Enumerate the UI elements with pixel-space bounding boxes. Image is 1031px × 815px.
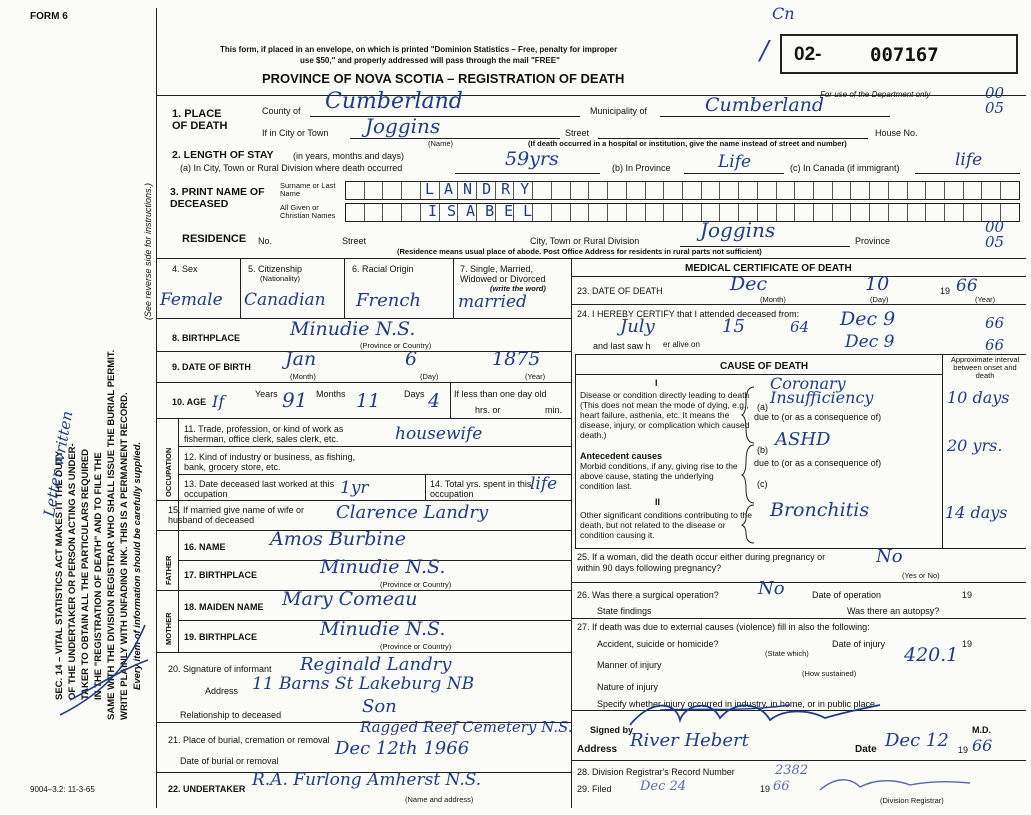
signed-by-label: Signed by <box>590 725 634 735</box>
father-name-value: Amos Burbine <box>270 528 406 550</box>
given-names-label: All Given or Christian Names <box>280 203 336 220</box>
age-years: 91 <box>282 388 308 412</box>
signed-year: 66 <box>972 736 993 755</box>
relationship-label: Relationship to deceased <box>180 710 282 720</box>
antecedent-label: Antecedent causes <box>580 451 663 461</box>
print-code: 9004–3.2: 11-3-65 <box>30 785 95 794</box>
side-column-line <box>178 418 179 652</box>
informant-address: 11 Barns St Lakeburg NB <box>252 674 475 694</box>
stay-c-label: (c) In Canada (if immigrant) <box>790 163 900 173</box>
spouse-value: Clarence Landry <box>336 502 489 523</box>
burial-date-value: Dec 12th 1966 <box>335 738 470 759</box>
county-line <box>310 116 580 117</box>
informant-address-label: Address <box>205 686 239 696</box>
residence-city-label: City, Town or Rural Division <box>530 236 640 246</box>
residence-street-label: Street <box>342 236 367 246</box>
surname-value: LANDRY <box>425 180 540 198</box>
last-saw-suffix: er alive on <box>663 340 700 349</box>
left-margin-line <box>156 8 157 808</box>
signed-date: Dec 12 <box>885 730 949 751</box>
birthplace-hint: (Province or Country) <box>360 341 432 350</box>
stay-c-value: life <box>955 150 983 170</box>
registration-number: 007167 <box>870 44 939 66</box>
municipality-value: Cumberland <box>705 94 825 116</box>
pregnancy-label: 25. If a woman, did the death occur either during pregnancy or within 90 days following pregnancy? <box>577 552 826 573</box>
mother-name-label: 18. MAIDEN NAME <box>184 602 264 612</box>
signed-address: River Hebert <box>630 730 749 751</box>
hrs-label: hrs. or <box>475 405 501 415</box>
registrar-signature <box>815 775 975 795</box>
stay-a-value: 59yrs <box>505 148 559 170</box>
department-codes: 00 05 <box>985 84 1005 117</box>
length-of-stay-label: 2. LENGTH OF STAY <box>172 149 274 161</box>
operation-date-label: Date of operation <box>812 590 882 600</box>
surgery-label: 26. Was there a surgical operation? <box>577 590 719 600</box>
age-prefix: If <box>212 392 225 411</box>
birthplace-value: Minudie N.S. <box>290 318 416 340</box>
filed-year: 66 <box>773 779 790 794</box>
signed-address-label: Address <box>577 744 618 755</box>
age-label: 10. AGE <box>172 397 207 407</box>
occupation-side-label: OCCUPATION <box>164 447 173 497</box>
attended-from-day: 15 <box>722 316 745 337</box>
col-line <box>453 258 454 318</box>
record-number: 2382 <box>775 763 809 778</box>
residence-note: (Residence means usual place of abode. Post Office Address for residents in rural parts not sufficient) <box>397 247 762 256</box>
citizenship-label: 5. Citizenship <box>248 264 303 274</box>
yes-no-hint: (Yes or No) <box>902 571 940 580</box>
stay-c-line <box>915 173 1020 174</box>
years-label: Years <box>255 389 278 399</box>
citizenship-value: Canadian <box>244 290 326 310</box>
nature-label: Nature of injury <box>597 682 659 692</box>
mail-notice-2: use $50," and properly addressed will pass through the mail "FREE" <box>300 56 560 65</box>
mother-birthplace-value: Minudie N.S. <box>320 618 446 640</box>
dob-day-hint: (Day) <box>420 372 439 381</box>
cause-a-value: Coronary Insufficiency <box>770 374 874 407</box>
street-label: Street <box>565 128 590 138</box>
dob-label: 9. DATE OF BIRTH <box>172 362 251 372</box>
days-label: Days <box>404 389 425 399</box>
col-line <box>425 474 426 500</box>
citizenship-hint: (Nationality) <box>260 274 301 283</box>
dod-day: 10 <box>865 273 890 295</box>
undertaker-value: R.A. Furlong Amherst N.S. <box>252 770 482 790</box>
mother-side-label: MOTHER <box>164 612 173 645</box>
father-side-label: FATHER <box>164 555 173 585</box>
side-instruction-2: OF THE UNDERTAKER OR PERSON ACTING AS UNDER- <box>67 443 78 700</box>
filed-date: Dec 24 <box>640 779 687 794</box>
row-line <box>178 446 571 447</box>
county-label: County of <box>262 106 301 116</box>
sex-label: 4. Sex <box>172 264 198 274</box>
side-instruction-7: Every item of information should be carefully supplied. <box>132 441 143 690</box>
last-saw-year: 66 <box>985 336 1005 354</box>
burial-place-label: 21. Place of burial, cremation or removal <box>168 735 330 745</box>
registration-number-box <box>780 34 1018 74</box>
record-number-label: 28. Division Registrar's Record Number <box>577 767 735 777</box>
months-label: Months <box>316 389 346 399</box>
cause-braces <box>740 385 760 545</box>
age-months: 11 <box>356 390 381 412</box>
less-day-label: If less than one day old <box>454 389 547 399</box>
attended-from-month: July <box>620 316 655 337</box>
marital-value: married <box>458 292 527 312</box>
stay-b-label: (b) In Province <box>612 163 671 173</box>
department-note: For use of the Department only <box>820 90 931 99</box>
a-tag: (a) <box>757 402 768 412</box>
operation-year-prefix: 19 <box>962 590 973 600</box>
surgery-value: No <box>758 578 785 599</box>
residence-city-value: Joggins <box>700 218 776 242</box>
cause-left-line <box>575 354 576 548</box>
divider <box>571 304 1026 305</box>
divider <box>575 374 942 375</box>
divider <box>571 582 1026 583</box>
direct-cause-label: Disease or condition directly leading to death (This does not mean the mode of dying, e.g., heart failure, asthenia, etc. It means the disease, injury, or complication which caused death.) <box>580 390 750 440</box>
side-instruction-3: TAKER TO OBTAIN ALL THE PARTICULARS REQUIRED <box>80 448 91 700</box>
interval-other: 14 days <box>945 503 1008 522</box>
hospital-note: (If death occurred in a hospital or institution, give the name instead of street and number) <box>528 139 847 148</box>
total-years-label: 14. Total yrs. spent in this occupation <box>430 479 532 499</box>
accident-label: Accident, suicide or homicide? <box>597 639 719 649</box>
last-saw-date: Dec 9 <box>845 332 895 352</box>
coding-value: 420.1 <box>904 644 959 666</box>
autopsy-label: Was there an autopsy? <box>847 606 940 616</box>
md-label: M.D. <box>972 725 991 735</box>
last-saw-label: and last saw h <box>593 341 651 351</box>
stay-a-line <box>455 173 600 174</box>
mother-birthplace-label: 19. BIRTHPLACE <box>184 632 258 642</box>
side-instruction-1: SEC. 14 – VITAL STATISTICS ACT MAKES IT THE DUTY <box>54 450 65 700</box>
age-days: 4 <box>428 390 441 412</box>
slash-mark: / <box>760 36 769 66</box>
undertaker-hint: (Name and address) <box>405 795 474 804</box>
due-to-label-b: due to (or as a consequence of) <box>754 458 882 468</box>
interval-b: 20 yrs. <box>947 436 1003 455</box>
birthplace-label: 8. BIRTHPLACE <box>172 333 241 343</box>
cause-interval-line <box>942 354 943 548</box>
residence-no-label: No. <box>258 236 273 246</box>
specify-label: Specify whether injury occurred in industry, in home, or in public place <box>597 699 875 709</box>
side-instruction-8: (See reverse side for instructions.) <box>143 182 153 320</box>
interval-a: 10 days <box>947 388 1010 407</box>
trade-value: housewife <box>395 424 483 444</box>
municipality-label: Municipality of <box>590 106 648 116</box>
undertaker-label: 22. UNDERTAKER <box>168 784 246 794</box>
dod-month-hint: (Month) <box>760 295 786 304</box>
filed-year-prefix: 19 <box>760 784 771 794</box>
father-birthplace-value: Minudie N.S. <box>320 556 446 578</box>
dob-month-hint: (Month) <box>290 372 316 381</box>
city-value: Joggins <box>365 114 441 138</box>
house-label: House No. <box>875 128 918 138</box>
pregnancy-value: No <box>876 546 903 567</box>
father-name-label: 16. NAME <box>184 542 226 552</box>
father-birthplace-hint: (Province or Country) <box>380 580 452 589</box>
col-line <box>240 258 241 318</box>
injury-year-prefix: 19 <box>962 639 973 649</box>
dod-day-hint: (Day) <box>870 295 889 304</box>
spouse-label: 15. If married give name of wife or husband of deceased <box>168 505 305 525</box>
manner-label: Manner of injury <box>597 660 662 670</box>
filed-label: 29. Filed <box>577 784 612 794</box>
total-years-value: life <box>530 474 558 494</box>
row-line <box>156 418 571 419</box>
marital-label: 7. Single, Married, Widowed or Divorced <box>460 264 546 284</box>
municipality-line <box>660 116 890 117</box>
dob-year-hint: (Year) <box>525 372 546 381</box>
dod-year-hint: (Year) <box>975 295 996 304</box>
city-name-hint: (Name) <box>428 139 454 148</box>
other-conditions-label: Other significant conditions contributing to the death, but not related to the disease or condition causing it. <box>580 510 752 540</box>
row-line <box>156 500 571 501</box>
col-line <box>450 382 451 418</box>
attended-to: Dec 9 <box>840 308 896 330</box>
c-tag: (c) <box>757 479 768 489</box>
industry-label: 12. Kind of industry or business, as fishing, bank, grocery store, etc. <box>184 452 356 472</box>
part-two-label: II <box>655 497 661 507</box>
form-title: PROVINCE OF NOVA SCOTIA – REGISTRATION OF DEATH <box>262 71 625 86</box>
stay-b-line <box>684 173 784 174</box>
dob-day: 6 <box>405 348 418 370</box>
divider <box>575 548 1026 549</box>
row-line <box>156 382 571 383</box>
min-label: min. <box>545 405 563 415</box>
surname-label: Surname or Last Name <box>280 181 336 198</box>
how-sustained-hint: (How sustained) <box>802 669 857 678</box>
findings-label: State findings <box>597 606 652 616</box>
stay-a-label: (a) In City, Town or Rural Division where death occurred <box>180 163 403 173</box>
signed-year-prefix: 19 <box>958 745 969 755</box>
col-line <box>344 258 345 318</box>
signed-date-label: Date <box>855 744 877 755</box>
last-worked-label: 13. Date deceased last worked at this occupation <box>184 479 335 499</box>
registrar-hint: (Division Registrar) <box>880 796 944 805</box>
due-to-label-a: due to (or as a consequence of) <box>754 412 882 422</box>
father-birthplace-label: 17. BIRTHPLACE <box>184 570 258 580</box>
sex-value: Female <box>160 290 223 310</box>
informant-signature: Reginald Landry <box>300 654 452 675</box>
mother-name-value: Mary Comeau <box>282 588 418 610</box>
medical-cert-title: MEDICAL CERTIFICATE OF DEATH <box>685 263 852 274</box>
mother-birthplace-hint: (Province or Country) <box>380 642 452 651</box>
burial-date-label: Date of burial or removal <box>180 756 279 766</box>
dob-year: 1875 <box>492 348 541 370</box>
external-causes-label: 27. If death was due to external causes (violence) fill in also the following: <box>577 622 870 632</box>
certify-label: 24. I HEREBY CERTIFY that I attended deceased from: <box>577 309 800 319</box>
given-names-value: ISABEL <box>428 202 543 220</box>
city-label: If in City or Town <box>262 128 329 138</box>
county-value: Cumberland <box>325 89 463 114</box>
state-which-hint: (State which) <box>765 649 809 658</box>
antecedent-desc: Morbid conditions, if any, giving rise to the above cause, stating the underlying condition last. <box>580 461 738 491</box>
burial-place-value: Ragged Reef Cemetery N.S. <box>360 718 573 736</box>
part-one-label: I <box>655 378 658 388</box>
print-name-label: 3. PRINT NAME OF DECEASED <box>170 186 265 210</box>
racial-origin-label: 6. Racial Origin <box>352 264 414 274</box>
form-number: FORM 6 <box>30 11 68 22</box>
relationship-value: Son <box>362 696 397 717</box>
marital-hint: (write the word) <box>490 284 546 293</box>
row-line <box>156 652 571 653</box>
residence-province-label: Province <box>855 236 891 246</box>
length-of-stay-hint: (in years, months and days) <box>293 151 405 161</box>
mail-notice: This form, if placed in an envelope, on which is printed "Dominion Statistics – Free, penalty for improper <box>220 45 618 54</box>
divider <box>571 618 1026 619</box>
last-worked-value: 1yr <box>340 478 369 498</box>
date-of-death-label: 23. DATE OF DEATH <box>577 286 663 296</box>
residence-code: 00 05 <box>985 218 1005 251</box>
racial-origin-value: French <box>356 290 422 311</box>
side-instruction-6: WRITE PLAINLY WITH UNFADING INK. THIS IS A PERMANENT RECORD. <box>119 392 130 720</box>
dod-year-prefix: 19 <box>940 286 951 296</box>
divider <box>156 258 1026 259</box>
corner-mark: Cn <box>772 4 795 23</box>
side-instruction-5: SAME WITH THE DIVISION REGISTRAR WHO SHALL ISSUE THE BURIAL PERMIT. <box>106 349 117 720</box>
other-conditions-value: Bronchitis <box>770 499 870 521</box>
side-handwriting: Letter written <box>40 409 77 519</box>
dob-month: Jan <box>285 348 317 370</box>
trade-label: 11. Trade, profession, or kind of work as fisherman, office clerk, sales clerk, etc. <box>184 424 344 444</box>
b-tag: (b) <box>757 445 768 455</box>
dod-month: Dec <box>730 273 768 295</box>
dod-year: 66 <box>956 276 978 296</box>
attended-from-year: 64 <box>790 318 810 336</box>
interval-label: Approximate interval between onset and death <box>950 355 1020 380</box>
place-of-death-label: 1. PLACE OF DEATH <box>172 108 228 132</box>
cause-b-value: ASHD <box>775 429 831 450</box>
attended-to-year: 66 <box>985 314 1005 332</box>
residence-label: RESIDENCE <box>182 233 247 245</box>
informant-sig-label: 20. Signature of informant <box>168 664 272 674</box>
cause-of-death-title: CAUSE OF DEATH <box>720 361 809 372</box>
stay-b-value: Life <box>718 152 752 172</box>
injury-date-label: Date of injury <box>832 639 886 649</box>
side-pen-stroke <box>50 620 150 720</box>
side-instruction-4: IN THE "REGISTRATION OF DEATH" AND TO FILE THE <box>93 452 104 700</box>
registration-prefix: 02- <box>794 44 822 65</box>
row-line <box>178 474 571 475</box>
physician-signature <box>620 690 890 735</box>
divider <box>571 760 1026 761</box>
